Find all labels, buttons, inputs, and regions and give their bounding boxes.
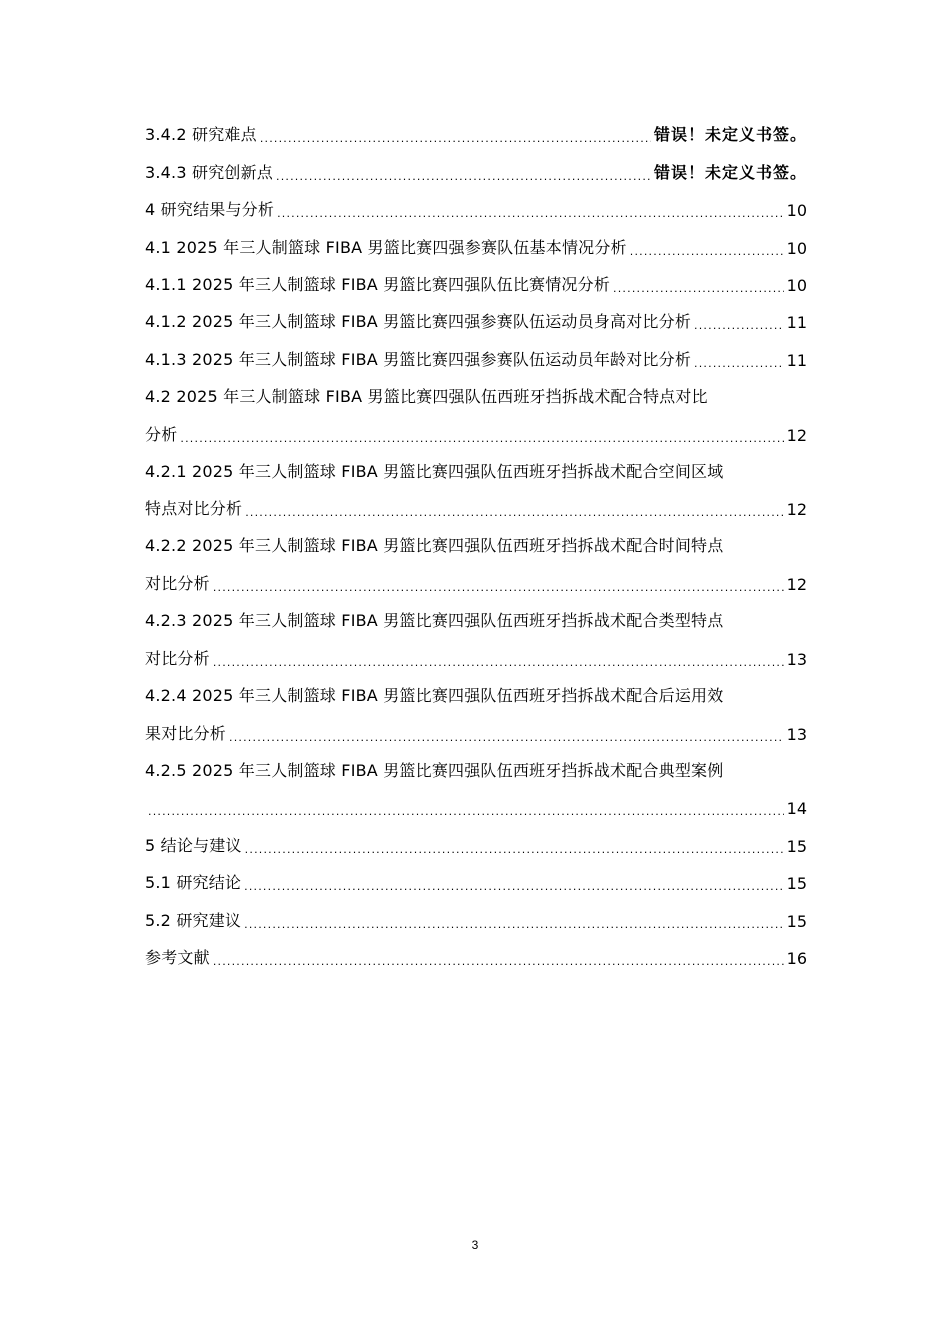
toc-entry-title: 特点对比分析: [145, 499, 243, 519]
toc-entry-page: 15: [786, 911, 807, 931]
toc-entry-title: 4.1.3 2025 年三人制篮球 FIBA 男篮比赛四强参赛队伍运动员年龄对比分析: [145, 349, 692, 369]
toc-entry[interactable]: [145, 191, 807, 228]
leader-dots: [276, 167, 651, 191]
toc-entry-page: 14: [786, 799, 807, 819]
leader-dots: [213, 653, 784, 677]
toc-entry[interactable]: [145, 228, 807, 265]
toc-entry-title-line1: 4.2 2025 年三人制篮球 FIBA 男篮比赛四强队伍西班牙挡拆战术配合特点对比: [145, 386, 708, 406]
leader-dots: [694, 354, 784, 378]
toc-entry-title: 4.1 2025 年三人制篮球 FIBA 男篮比赛四强参赛队伍基本情况分析: [145, 237, 627, 257]
toc-entry[interactable]: [145, 453, 807, 528]
toc-entry[interactable]: [145, 153, 807, 190]
toc-entry-title: 3.4.3 研究创新点: [145, 162, 273, 182]
leader-dots: [213, 578, 784, 602]
toc-entry-page: 12: [786, 425, 807, 445]
toc-entry[interactable]: [145, 752, 807, 827]
toc-entry-page: 11: [786, 350, 807, 370]
toc-entry-title: 4.1.2 2025 年三人制篮球 FIBA 男篮比赛四强参赛队伍运动员身高对比分析: [145, 312, 692, 332]
toc-entry-page: 15: [786, 874, 807, 894]
toc-entry-page: 15: [786, 836, 807, 856]
toc-entry-title: 对比分析: [145, 574, 210, 594]
toc-entry-title: 果对比分析: [145, 723, 227, 743]
leader-dots: [244, 915, 784, 939]
leader-dots: [630, 242, 784, 266]
toc-entry-page: 10: [786, 275, 807, 295]
leader-dots: [613, 279, 784, 303]
toc-entry-title-line1: 4.2.2 2025 年三人制篮球 FIBA 男篮比赛四强队伍西班牙挡拆战术配合时间特点: [145, 536, 724, 556]
toc-entry-title: 4.1.1 2025 年三人制篮球 FIBA 男篮比赛四强队伍比赛情况分析: [145, 274, 611, 294]
leader-dots: [694, 316, 784, 340]
table-of-contents: [145, 116, 807, 976]
toc-entry-page: 10: [786, 201, 807, 221]
toc-entry[interactable]: [145, 378, 807, 453]
toc-entry-title: 对比分析: [145, 648, 210, 668]
toc-entry-page: 错误！未定义书签。: [653, 162, 807, 182]
toc-entry[interactable]: [145, 116, 807, 153]
toc-entry-page: 13: [786, 724, 807, 744]
toc-entry[interactable]: [145, 901, 807, 938]
leader-dots: [213, 952, 784, 976]
leader-dots: [245, 840, 784, 864]
leader-dots: [245, 503, 783, 527]
toc-entry-title: 参考文献: [145, 947, 210, 967]
page-number: 3: [471, 1238, 479, 1252]
toc-entry[interactable]: [145, 303, 807, 340]
toc-entry[interactable]: [145, 826, 807, 863]
toc-entry-page: 13: [786, 649, 807, 669]
toc-entry-page: 错误！未定义书签。: [653, 125, 807, 145]
toc-entry-page: 11: [786, 313, 807, 333]
toc-entry[interactable]: [145, 677, 807, 752]
toc-entry[interactable]: [145, 602, 807, 677]
toc-entry-title: 5 结论与建议: [145, 835, 242, 855]
toc-entry[interactable]: [145, 864, 807, 901]
toc-entry-title: 分析: [145, 424, 178, 444]
toc-entry[interactable]: [145, 266, 807, 303]
toc-entry-title-line1: 4.2.3 2025 年三人制篮球 FIBA 男篮比赛四强队伍西班牙挡拆战术配合类型特点: [145, 611, 724, 631]
toc-entry-title-line1: 4.2.5 2025 年三人制篮球 FIBA 男篮比赛四强队伍西班牙挡拆战术配合典型案例: [145, 760, 724, 780]
toc-entry-title: 4 研究结果与分析: [145, 200, 275, 220]
leader-dots: [277, 204, 784, 228]
leader-dots: [260, 129, 651, 153]
toc-entry-title: 5.1 研究结论: [145, 873, 242, 893]
leader-dots: [229, 728, 784, 752]
toc-entry[interactable]: [145, 939, 807, 976]
toc-entry[interactable]: [145, 340, 807, 377]
toc-entry-page: 10: [786, 238, 807, 258]
toc-entry-page: 12: [786, 500, 807, 520]
toc-entry-title-line1: 4.2.4 2025 年三人制篮球 FIBA 男篮比赛四强队伍西班牙挡拆战术配合后运用效: [145, 685, 724, 705]
toc-entry-title: 3.4.2 研究难点: [145, 125, 257, 145]
toc-entry-page: 16: [786, 948, 807, 968]
toc-entry-page: 12: [786, 575, 807, 595]
toc-entry[interactable]: [145, 527, 807, 602]
leader-dots: [180, 429, 783, 453]
toc-entry-title-line1: 4.2.1 2025 年三人制篮球 FIBA 男篮比赛四强队伍西班牙挡拆战术配合空间区域: [145, 461, 724, 481]
leader-dots: [244, 877, 784, 901]
leader-dots: [148, 802, 784, 826]
toc-entry-title: 5.2 研究建议: [145, 910, 242, 930]
